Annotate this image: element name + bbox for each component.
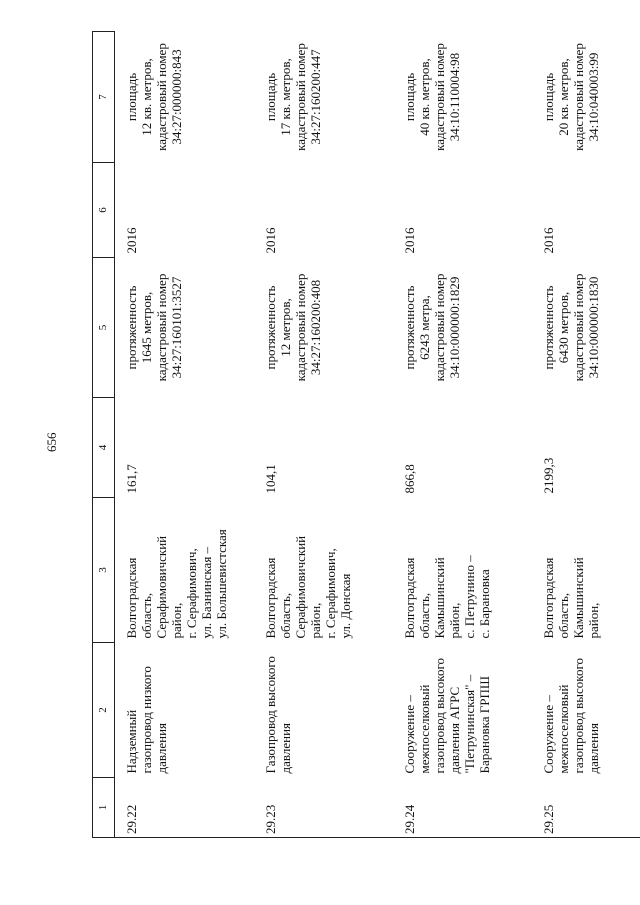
cell-line: протяженность [541, 285, 556, 370]
cell-line: ул. Базнинская – [198, 546, 214, 639]
object-name-cell [115, 643, 255, 778]
year-cell: 2016 [541, 227, 556, 254]
cell-line: район, [585, 602, 601, 639]
cell-line: Волгоградская [263, 557, 278, 639]
cell-line: "Петрунинская" – [461, 674, 477, 774]
item-number-cell: 29.23 [254, 778, 393, 838]
cell-line: Серафимовичский [153, 535, 169, 639]
cell-line: район, [307, 602, 323, 639]
table-header-row [93, 32, 115, 838]
cell-line: Барановка ГРПШ [476, 676, 492, 774]
cell-line: кадастровый номер [153, 43, 169, 151]
cell-line: давления [585, 722, 601, 774]
header-cell: 5 [93, 258, 115, 398]
cell-line: кадастровый номер [431, 273, 447, 382]
cell-line: 34:27:160200:447 [307, 49, 323, 145]
cell-line: 34:27:000000:843 [168, 49, 184, 145]
item-number-cell: 29.22 [115, 778, 255, 838]
cell-line: область, [555, 592, 571, 639]
cell-line: область, [416, 592, 432, 639]
table-row [115, 32, 255, 838]
cell-line: межпоселковый [416, 684, 432, 774]
extent-cell [393, 258, 532, 398]
property-table [92, 31, 640, 838]
extent-cell [254, 258, 393, 398]
cell-line: Сооружение – [541, 695, 556, 774]
cell-line: давления [153, 722, 169, 774]
area-cell [532, 32, 640, 163]
cell-line: газопровод высокого [431, 658, 447, 774]
cell-line: район, [446, 602, 462, 639]
cell-line: кадастровый номер [431, 43, 447, 151]
cell-line: 34:27:160101:3527 [168, 276, 184, 379]
cell-line: Камышинский [570, 557, 586, 639]
cell-line: давления [277, 722, 293, 774]
header-cell: 3 [93, 498, 115, 643]
cell-line: 34:10:000000:1830 [585, 276, 601, 379]
cell-line: давления АГРС [446, 686, 462, 774]
cell-line: кадастровый номер [292, 43, 308, 151]
extent-cell [115, 258, 255, 398]
cell-line: 6243 метра, [416, 295, 432, 360]
cell-line: с. Барановка [476, 569, 492, 639]
area-cell [393, 32, 532, 163]
cell-line: Волгоградская [541, 557, 556, 639]
cell-line: 34:10:000000:1829 [446, 276, 462, 379]
cell-line: г. Серафимович, [322, 548, 338, 639]
year-cell: 2016 [263, 227, 278, 254]
item-number-cell: 29.25 [532, 778, 640, 838]
value-cell: 161,7 [124, 464, 139, 494]
cell-line: протяженность [402, 285, 417, 370]
header-cell: 1 [93, 778, 115, 838]
year-cell: 2016 [124, 227, 139, 254]
cell-line: протяженность [263, 285, 278, 370]
address-cell [393, 498, 532, 643]
cell-line: кадастровый номер [153, 273, 169, 382]
cell-line: ул. Большевистская [213, 529, 229, 639]
header-cell: 2 [93, 643, 115, 778]
object-name-cell [254, 643, 393, 778]
header-cell: 4 [93, 398, 115, 498]
cell-line: 1645 метров, [138, 291, 154, 364]
cell-line: протяженность [124, 285, 139, 370]
cell-line: Камышинский [431, 557, 447, 639]
cell-line: межпоселковый [555, 684, 571, 774]
area-cell [254, 32, 393, 163]
cell-line: Волгоградская [124, 557, 139, 639]
cell-line: 17 кв. метров, [277, 58, 293, 136]
cell-line: район, [168, 602, 184, 639]
table-row [254, 32, 393, 838]
cell-line: кадастровый номер [570, 43, 586, 151]
object-name-cell [393, 643, 532, 778]
year-cell: 2016 [402, 227, 417, 254]
cell-line: 6430 метров, [555, 291, 571, 364]
cell-line: 12 метров, [277, 298, 293, 357]
cell-line: площадь [124, 72, 139, 122]
cell-line: газопровод низкого [138, 666, 154, 774]
cell-line: кадастровый номер [292, 273, 308, 382]
cell-line: г. Серафимович, [183, 548, 199, 639]
header-cell: 6 [93, 163, 115, 258]
cell-line: 34:10:040003:99 [585, 52, 601, 142]
table-row [532, 32, 640, 838]
address-cell [254, 498, 393, 643]
cell-line: площадь [541, 72, 556, 122]
cell-line: 40 кв. метров, [416, 58, 432, 136]
address-cell [115, 498, 255, 643]
cell-line: Серафимовичский [292, 535, 308, 639]
cell-line: область, [277, 592, 293, 639]
cell-line: Волгоградская [402, 557, 417, 639]
address-cell [532, 498, 640, 643]
cell-line: область, [138, 592, 154, 639]
cell-line: с. Петрунино – [461, 555, 477, 639]
cell-line: Надземный [124, 709, 139, 774]
item-number-cell: 29.24 [393, 778, 532, 838]
cell-line: Газопровод высокого [263, 656, 278, 774]
page-number: 656 [44, 432, 59, 452]
cell-line: площадь [402, 72, 417, 122]
cell-line: 20 кв. метров, [555, 58, 571, 136]
cell-line: площадь [263, 72, 278, 122]
value-cell: 2199,3 [541, 457, 556, 494]
value-cell: 866,8 [402, 464, 417, 494]
header-cell: 7 [93, 32, 115, 163]
cell-line: Сооружение – [402, 695, 417, 774]
area-cell [115, 32, 255, 163]
cell-line: 12 кв. метров, [138, 58, 154, 136]
rotated-table-container [92, 32, 628, 838]
cell-line: ул. Донская [337, 573, 353, 639]
object-name-cell [532, 643, 640, 778]
table-body [93, 32, 640, 838]
table-row [393, 32, 532, 838]
extent-cell [532, 258, 640, 398]
cell-line: 34:10:110004:98 [446, 52, 462, 142]
cell-line: кадастровый номер [570, 273, 586, 382]
value-cell: 104,1 [263, 464, 278, 494]
cell-line: 34:27:160200:408 [307, 279, 323, 376]
cell-line: газопровод высокого [570, 658, 586, 774]
